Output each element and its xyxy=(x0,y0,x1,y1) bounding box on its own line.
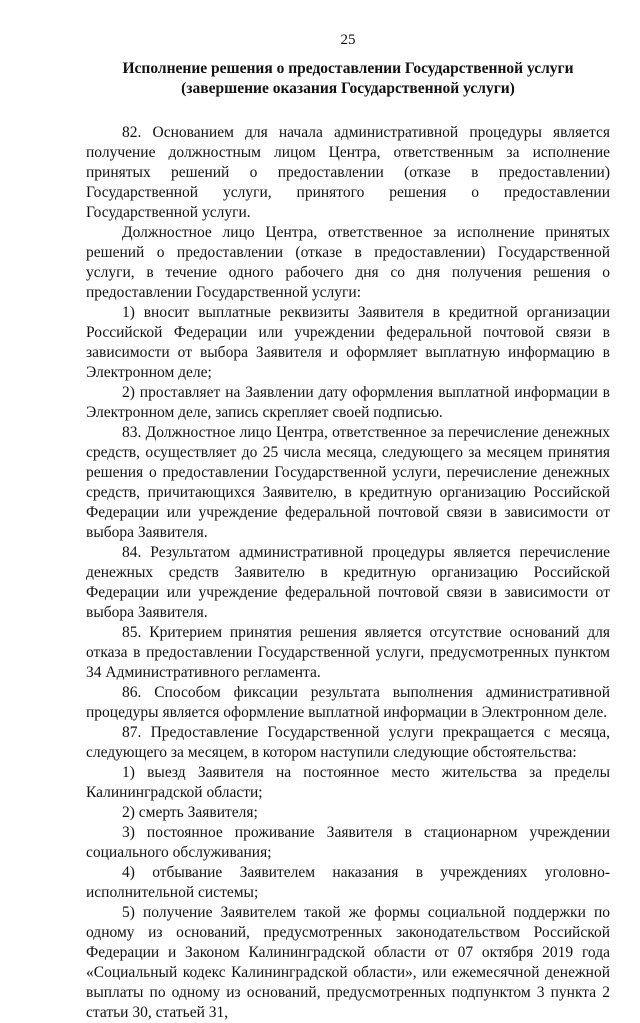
section-title-line-2: (завершение оказания Государственной услуги) xyxy=(181,80,515,97)
paragraph-84: 84. Результатом административной процедуры является перечисление денежных средств Заявителю в кредитную организацию Российской Федерации или учреждение федеральной почтовой связи в зависимости от выбора Заявителя. xyxy=(86,544,610,621)
list-item-1-requisites: 1) вносит выплатные реквизиты Заявителя в кредитной организации Российской Федерации или учреждении федеральной почтовой связи в зависимости от выбора Заявителя и оформляет выплатную информацию в Электронном деле; xyxy=(86,304,610,381)
list-item-1-departure: 1) выезд Заявителя на постоянное место жительства за пределы Калининградской области; xyxy=(86,764,610,801)
section-title xyxy=(86,59,610,99)
document-body xyxy=(86,123,610,1023)
paragraph-83: 83. Должностное лицо Центра, ответственное за перечисление денежных средств, осуществляет до 25 числа месяца, следующего за месяцем принятия решения о предоставлении Государственной услуги, перечисление денежных средств, причитающихся Заявителю, в кредитную организацию Российской Федерации или учреждение федеральной почтовой связи в зависимости от выбора Заявителя. xyxy=(86,424,610,541)
list-item-3-residence: 3) постоянное проживание Заявителя в стационарном учреждении социального обслуживания; xyxy=(86,824,610,861)
paragraph-87: 87. Предоставление Государственной услуги прекращается с месяца, следующего за месяцем, в котором наступили следующие обстоятельства: xyxy=(86,724,610,761)
paragraph-86: 86. Способом фиксации результата выполнения административной процедуры является оформление выплатной информации в Электронном деле. xyxy=(86,684,610,721)
list-item-2-death: 2) смерть Заявителя; xyxy=(122,804,258,821)
section-title-line-1: Исполнение решения о предоставлении Государственной услуги xyxy=(122,60,574,77)
paragraph-responsible-person: Должностное лицо Центра, ответственное за исполнение принятых решений о предоставлении (отказе в предоставлении) Государственной услуги, в течение одного рабочего дня со дня получения решения о предоставлении Государственной услуги: xyxy=(86,224,610,301)
paragraph-85: 85. Критерием принятия решения является отсутствие оснований для отказа в предоставлении Государственной услуги, предусмотренных пунктом 34 Административного регламента. xyxy=(86,624,610,681)
paragraph-82: 82. Основанием для начала административной процедуры является получение должностным лицом Центра, ответственным за исполнение принятых решений о предоставлении (отказе в предоставлении) Государственной услуги, принятого решения о предоставлении Государственной услуги. xyxy=(86,124,610,221)
list-item-4-sentence: 4) отбывание Заявителем наказания в учреждениях уголовно-исполнительной системы; xyxy=(86,864,610,901)
list-item-5-support: 5) получение Заявителем такой же формы социальной поддержки по одному из оснований, предусмотренных законодательством Российской Федерации и Законом Калининградской области от 07 октября 2019 года «Социальный кодекс Калининградской области», или ежемесячной денежной выплаты по одному из оснований, предусмотренных подпунктом 3 пункта 2 статьи 30, статьей 31, xyxy=(86,904,610,1021)
page-number: 25 xyxy=(340,32,356,48)
list-item-2-date: 2) проставляет на Заявлении дату оформления выплатной информации в Электронном деле, запись скрепляет своей подписью. xyxy=(86,384,610,421)
